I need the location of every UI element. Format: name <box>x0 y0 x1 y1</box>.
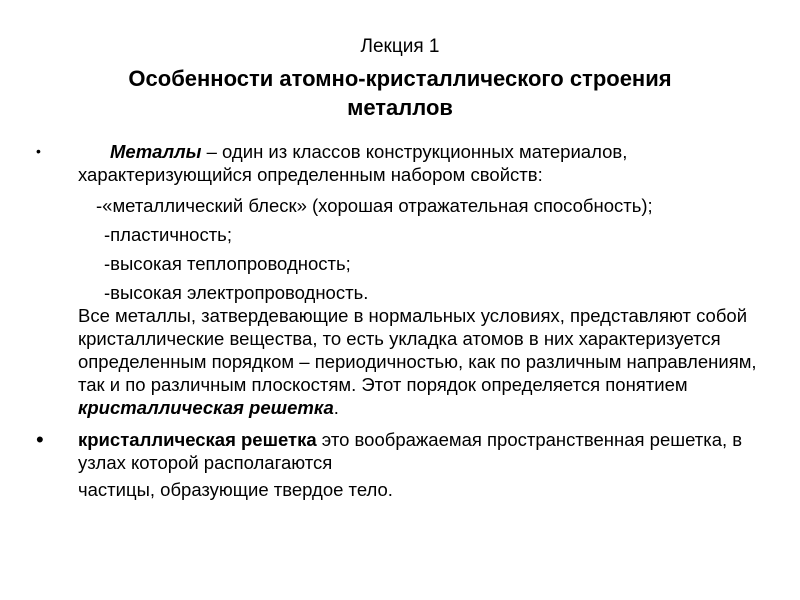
bullet-marker: • <box>36 427 44 452</box>
slide-content <box>30 140 770 501</box>
lattice-term: кристаллическая решетка <box>78 429 317 450</box>
lattice-definition-text: это воображаемая пространственная решетка, в узлах которой располагаются <box>78 429 743 473</box>
property-item: -высокая электропроводность. <box>104 282 369 303</box>
lattice-definition-end: частицы, образующие твердое тело. <box>78 479 393 500</box>
slide-title-line-1: Особенности атомно-кристаллического строения <box>128 66 672 91</box>
metals-term: Металлы <box>110 141 202 162</box>
bullet-item-metals <box>30 140 770 419</box>
bullet-item-lattice <box>30 428 770 501</box>
slide-title-line-2: металлов <box>347 95 453 120</box>
property-item: -пластичность; <box>104 224 232 245</box>
metals-definition-text: – один из классов конструкционных материалов, характеризующийся определенным набором свойств: <box>78 141 628 185</box>
crystal-paragraph <box>78 304 770 419</box>
crystal-paragraph-text: Все металлы, затвердевающие в нормальных условиях, представляют собой кристаллические вещества, то есть укладка атомов в них характеризуется определенным порядком – периодичностью, как по различным направлениям, так и по различным плоскостям. Этот порядок определяется понятием <box>78 305 757 395</box>
bullet-marker: • <box>36 143 41 159</box>
lecture-label: Лекция 1 <box>360 36 440 57</box>
metals-definition <box>78 140 770 186</box>
property-item: -«металлический блеск» (хорошая отражательная способность); <box>96 195 653 216</box>
crystal-lattice-term: кристаллическая решетка <box>78 397 334 418</box>
property-item: -высокая теплопроводность; <box>104 253 351 274</box>
slide-title <box>0 64 800 122</box>
crystal-paragraph-end: . <box>333 397 339 418</box>
lattice-definition <box>78 428 770 474</box>
title-block <box>0 34 800 122</box>
